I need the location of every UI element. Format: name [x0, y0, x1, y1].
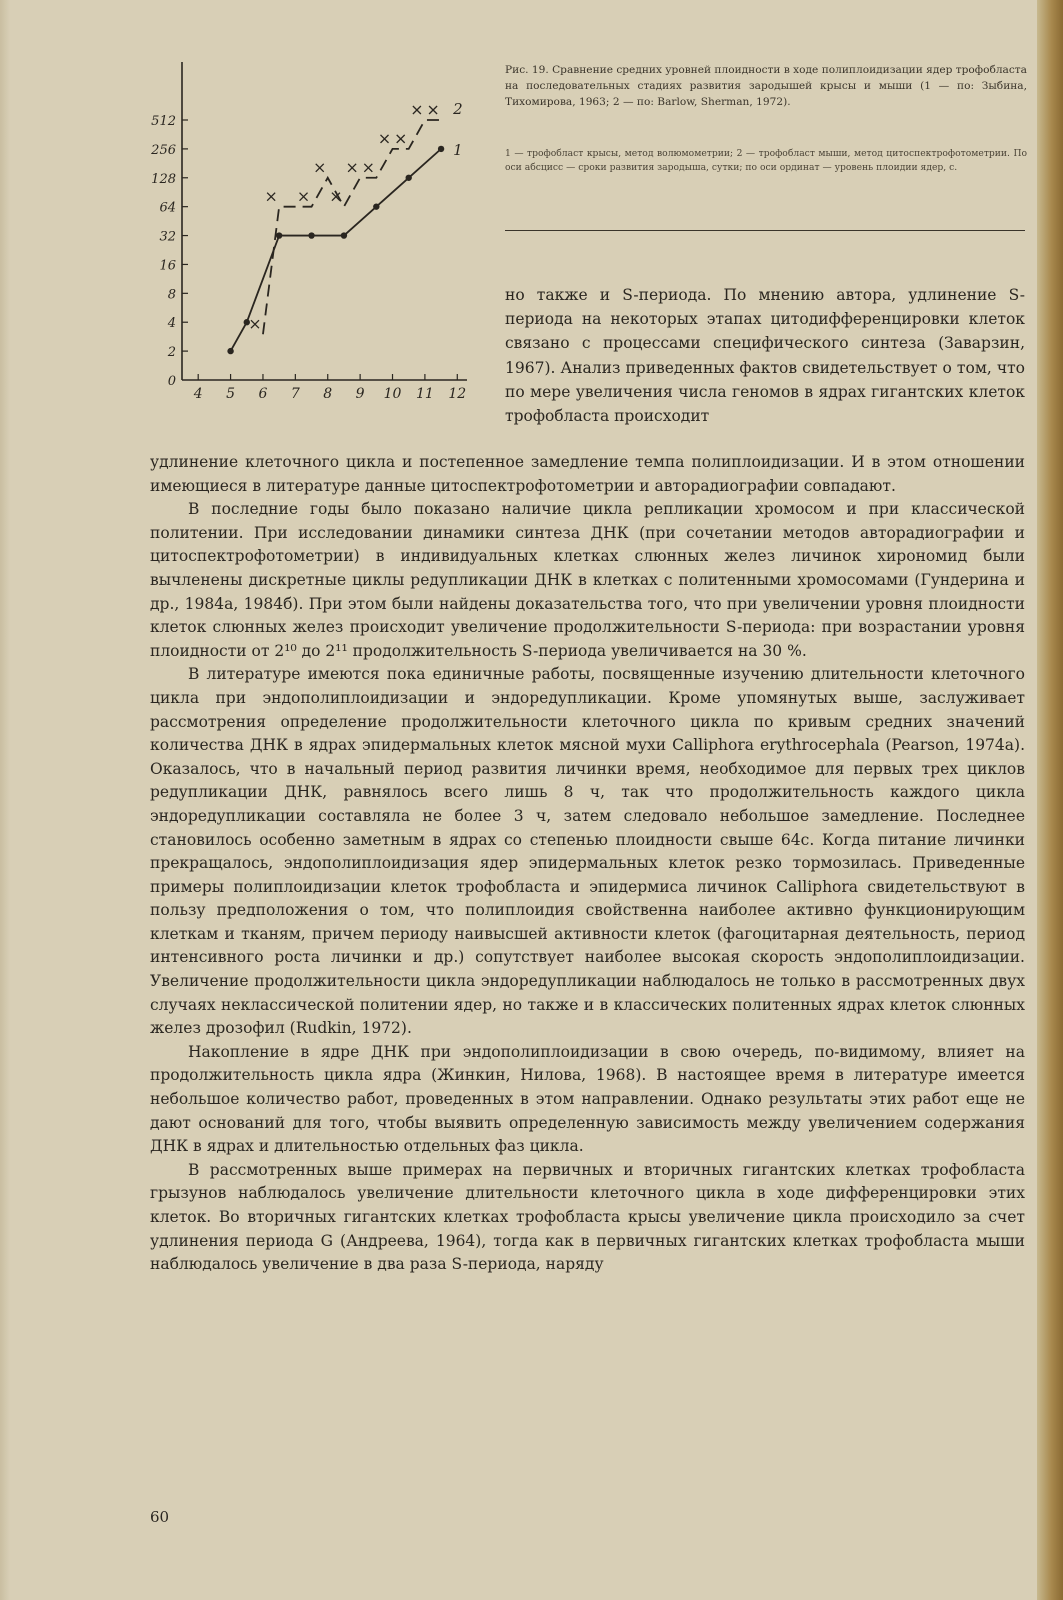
series-label: 1 [453, 140, 463, 159]
data-point-dot [438, 146, 444, 152]
ploidy-chart [140, 60, 480, 420]
main-text [150, 451, 1025, 1277]
page-left-edge [0, 0, 10, 1600]
paragraph: Накопление в ядре ДНК при эндополиплоидизации в свою очередь, по-видимому, влияет на продолжительность цикла ядра (Жинкин, Нилова, 1968). В настоящее время в литературе имеется небольшое количество работ, проведенных в этом направлении. Однако результаты этих работ еще не дают оснований для того, чтобы выявить определенную зависимость между увеличением содержания ДНК в ядрах и длительностью отдельных фаз цикла. [150, 1042, 1025, 1156]
data-point-cross [429, 106, 437, 114]
data-point-cross [316, 164, 324, 172]
y-tick-label: 0 [167, 374, 176, 389]
chart-marks [227, 100, 462, 354]
y-tick-label: 4 [167, 316, 176, 332]
paragraph-continuation: удлинение клеточного цикла и постепенное замедление темпа полиплоидизации. И в этом отношении имеющиеся в литературе данные цитоспектрофотометрии и авторадиографии совпадают. [150, 453, 1025, 495]
series-label: 2 [453, 100, 463, 118]
x-tick-label: 8 [323, 386, 333, 402]
data-point-cross [251, 320, 259, 328]
data-point-cross [348, 164, 356, 172]
y-tick-label: 256 [151, 142, 176, 158]
x-tick-label: 4 [193, 386, 203, 402]
y-tick-label: 2 [167, 345, 176, 361]
page-number: 60 [150, 1508, 170, 1526]
y-tick-label: 16 [159, 258, 176, 274]
data-point-dot [244, 319, 250, 325]
chart-axes [182, 62, 467, 380]
y-tick-label: 8 [167, 287, 176, 303]
x-tick-label: 9 [355, 386, 365, 402]
narrow-paragraph: но также и S-периода. По мнению автора, удлинение S-периода на некоторых этапах цитодифференцировки клеток связано с процессами специфического синтеза (Заварзин, 1967). Анализ приведенных фактов свидетельствует о том, что по мере увеличения числа геномов в ядрах гигантских клеток трофобласта происходит [505, 286, 1025, 426]
data-point-dot [341, 232, 347, 238]
figure-caption: Рис. 19. Сравнение средних уровней плоидности в ходе полиплоидизации ядер трофобласта на последовательных стадиях развития зародышей крысы и мыши (1 — по: Зыбина, Тихомирова, 1963; 2 — по: Barlow, Sherman, 1972). [505, 64, 1027, 108]
series-line [263, 120, 441, 334]
data-point-dot [406, 175, 412, 181]
data-point-cross [364, 164, 372, 172]
x-tick-label: 6 [258, 386, 268, 402]
data-point-cross [300, 193, 308, 201]
y-tick-label: 64 [159, 200, 176, 216]
y-tick-label: 512 [151, 114, 176, 129]
y-tick-label: 32 [159, 229, 176, 245]
figure-legend: 1 — трофобласт крысы, метод волюмометрии; 2 — трофобласт мыши, метод цитоспектрофотометрии. По оси абсцисс — сроки развития зародыша, сутки; по оси ординат — уровень плоидии ядер, с. [505, 148, 1027, 173]
chart-ticks [150, 114, 466, 402]
x-tick-label: 7 [290, 386, 300, 402]
data-point-dot [373, 203, 379, 209]
data-point-dot [227, 348, 233, 354]
paragraph: В рассмотренных выше примерах на первичных и вторичных гигантских клетках трофобласта грызунов наблюдалось увеличение длительности клеточного цикла в ходе дифференцировки этих клеток. Во вторичных гигантских клетках трофобласта крысы увеличение цикла происходило за счет удлинения периода G (Андреева, 1964), тогда как в первичных гигантских клетках трофобласта мыши наблюдалось увеличение в два раза S-периода, наряду [150, 1160, 1025, 1274]
x-tick-label: 11 [415, 386, 434, 402]
data-point-cross [413, 106, 421, 114]
y-tick-label: 128 [151, 171, 176, 187]
paragraph: В последние годы было показано наличие цикла репликации хромосом и при классической политении. При исследовании динамики синтеза ДНК (при сочетании методов авторадиографии и цитоспектрофотометрии) в индивидуальных клетках слюнных желез личинок хирономид были вычленены дискретные циклы редупликации ДНК в клетках с политенными хромосомами (Гундерина и др., 1984а, 1984б). При этом были найдены доказательства того, что при увеличении уровня плоидности клеток слюнных желез происходит увеличение продолжительности S-периода: при возрастании уровня плоидности от 2¹⁰ до 2¹¹ продолжительность S-периода увеличивается на 30 %. [150, 500, 1025, 660]
caption-divider [505, 230, 1025, 231]
data-point-cross [267, 193, 275, 201]
x-tick-label: 5 [226, 386, 236, 402]
book-spine-shadow [1037, 0, 1063, 1600]
x-tick-label: 10 [383, 386, 402, 402]
x-tick-label: 12 [448, 386, 467, 402]
data-point-cross [381, 135, 389, 143]
chart-series [231, 120, 442, 351]
data-point-dot [276, 232, 282, 238]
data-point-cross [397, 135, 405, 143]
data-point-dot [308, 232, 314, 238]
paragraph: В литературе имеются пока единичные работы, посвященные изучению длительности клеточного цикла при эндополиплоидизации и эндоредупликации. Кроме упомянутых выше, заслуживает рассмотрения определение продолжительности клеточного цикла по кривым средних значений количества ДНК в ядрах эпидермальных клеток мясной мухи Calliphora erythrocephala (Pearson, 1974а). Оказалось, что в начальный период развития личинки время, необходимое для первых трех циклов редупликации ДНК, равнялось всего лишь 8 ч, так что продолжительность каждого цикла эндоредупликации составляла не более 3 ч, затем следовало небольшое замедление. Последнее становилось особенно заметным в ядрах со степенью плоидности свыше 64с. Когда питание личинки прекращалось, эндополиплоидизация ядер эпидермальных клеток резко тормозилась. Приведенные примеры полиплоидизации клеток трофобласта и эпидермиса личинок Calliphora свидетельствуют в пользу предположения о том, что полиплоидия свойственна наиболее активно функционирующим клеткам и тканям, причем периоду наивысшей активности клеток (фагоцитарная деятельность, период интенсивного роста личинки и др.) сопутствует наиболее высокая скорость эндополиплоидизации. Увеличение продолжительности цикла эндоредупликации наблюдалось не только в рассмотренных двух случаях неклассической политении ядер, но также и в классических политенных ядрах клеток слюнных желез дрозофил (Rudkin, 1972). [150, 665, 1025, 1038]
